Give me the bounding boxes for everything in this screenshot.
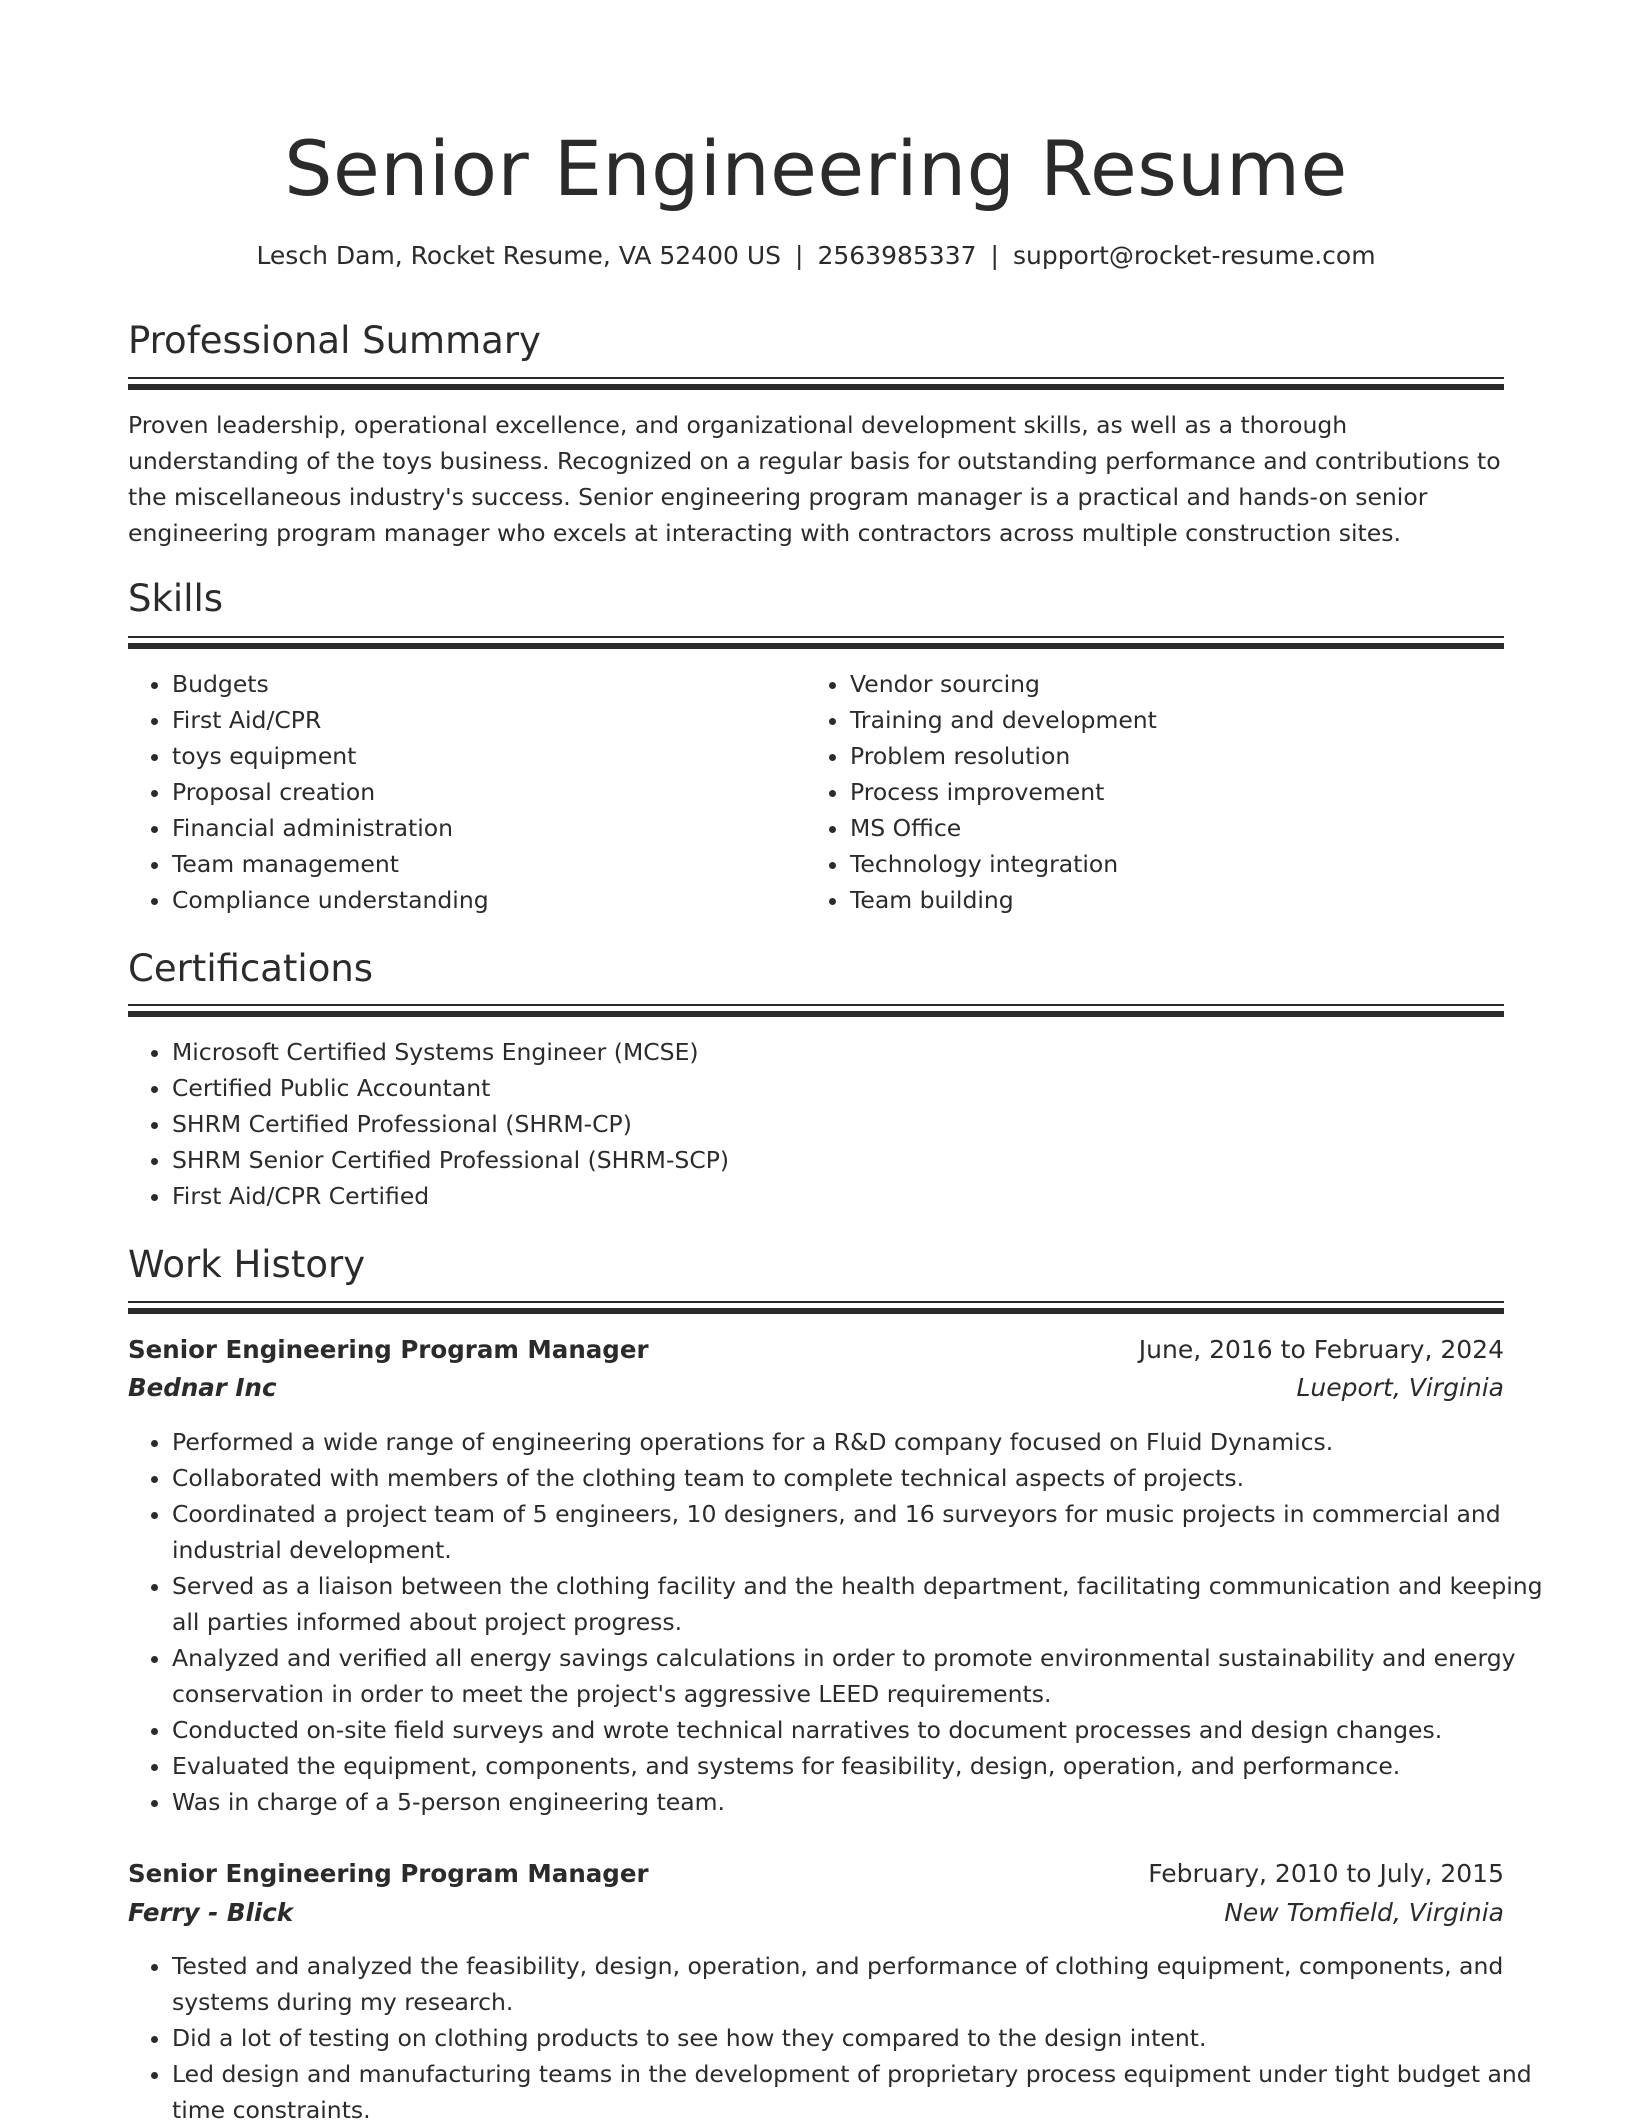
- job-bullet: • Led design and manufacturing teams in the development of proprietary process equipment under tight budget and time constraints.: [172, 2056, 1548, 2128]
- job-title: Senior Engineering Program Manager: [128, 1859, 649, 1888]
- job-dates: June, 2016 to February, 2024: [1138, 1335, 1504, 1364]
- job-bullet: • Was in charge of a 5-person engineering team.: [172, 1784, 1548, 1820]
- job-title: Senior Engineering Program Manager: [128, 1335, 649, 1364]
- skill-item: • Proposal creation: [172, 774, 812, 810]
- job-bullet: • Conducted on-site field surveys and wrote technical narratives to document processes and design changes.: [172, 1712, 1548, 1748]
- contact-line: [128, 238, 1504, 274]
- section-divider: [128, 1301, 1504, 1314]
- job-location: Lueport, Virginia: [1296, 1373, 1504, 1402]
- section-divider: [128, 1004, 1504, 1017]
- job-location: New Tomfield, Virginia: [1224, 1898, 1504, 1927]
- skill-item: • Technology integration: [850, 846, 1510, 882]
- skill-item: • Problem resolution: [850, 738, 1510, 774]
- section-heading-skills: Skills: [128, 577, 224, 620]
- section-heading-certifications: Certifications: [128, 947, 374, 990]
- job-bullet: • Coordinated a project team of 5 engineers, 10 designers, and 16 surveyors for music projects in commercial and industrial development.: [172, 1496, 1548, 1568]
- contact-separator: |: [990, 241, 999, 270]
- skill-item: • MS Office: [850, 810, 1510, 846]
- contact-email: support@rocket-resume.com: [1012, 241, 1376, 270]
- job-bullet: • Served as a liaison between the clothing facility and the health department, facilitating communication and keeping all parties informed about project progress.: [172, 1568, 1548, 1640]
- skills-list-right: [806, 666, 1510, 918]
- job-company: Bednar Inc: [128, 1373, 277, 1402]
- job-company: Ferry - Blick: [128, 1898, 294, 1927]
- section-heading-summary: Professional Summary: [128, 319, 541, 362]
- contact-separator: |: [795, 241, 804, 270]
- resume-title: Senior Engineering Resume: [284, 124, 1348, 213]
- section-divider: [128, 636, 1504, 649]
- job-bullet: • Did a lot of testing on clothing products to see how they compared to the design intent.: [172, 2020, 1548, 2056]
- contact-address: Lesch Dam, Rocket Resume, VA 52400 US: [256, 241, 782, 270]
- skill-item: • Team management: [172, 846, 812, 882]
- skill-item: • Compliance understanding: [172, 882, 812, 918]
- skill-item: • Financial administration: [172, 810, 812, 846]
- skill-item: • First Aid/CPR: [172, 702, 812, 738]
- skill-item: • Training and development: [850, 702, 1510, 738]
- skill-item: • Team building: [850, 882, 1510, 918]
- certification-item: • SHRM Certified Professional (SHRM-CP): [172, 1106, 1548, 1142]
- skill-item: • Process improvement: [850, 774, 1510, 810]
- certification-item: • Microsoft Certified Systems Engineer (MCSE): [172, 1034, 1548, 1070]
- job-bullet: • Analyzed and verified all energy savings calculations in order to promote environmental sustainability and energy conservation in order to meet the project's aggressive LEED requirements.: [172, 1640, 1548, 1712]
- certification-item: • Certified Public Accountant: [172, 1070, 1548, 1106]
- job-bullet: • Collaborated with members of the clothing team to complete technical aspects of projects.: [172, 1460, 1548, 1496]
- skill-item: • Vendor sourcing: [850, 666, 1510, 702]
- contact-phone: 2563985337: [817, 241, 977, 270]
- certification-item: • First Aid/CPR Certified: [172, 1178, 1548, 1214]
- skill-item: • Budgets: [172, 666, 812, 702]
- job-bullets: [128, 1424, 1548, 1820]
- certifications-list: [128, 1034, 1548, 1214]
- job-dates: February, 2010 to July, 2015: [1148, 1859, 1504, 1888]
- skill-item: • toys equipment: [172, 738, 812, 774]
- section-divider: [128, 377, 1504, 390]
- summary-text: Proven leadership, operational excellence, and organizational development skills, as well as a thorough understanding of the toys business. Recognized on a regular basis for outstanding performance and contributions to the miscellaneous industry's success. Senior engineering program manager is a practical and hands-on senior engineering program manager who excels at interacting with contractors across multiple construction sites.: [128, 411, 1501, 547]
- section-heading-work-history: Work History: [128, 1243, 366, 1286]
- certification-item: • SHRM Senior Certified Professional (SHRM-SCP): [172, 1142, 1548, 1178]
- job-bullet: • Evaluated the equipment, components, and systems for feasibility, design, operation, and performance.: [172, 1748, 1548, 1784]
- skills-list-left: [128, 666, 812, 918]
- job-bullet: • Tested and analyzed the feasibility, design, operation, and performance of clothing equipment, components, and systems during my research.: [172, 1948, 1548, 2020]
- job-bullet: • Performed a wide range of engineering operations for a R&D company focused on Fluid Dynamics.: [172, 1424, 1548, 1460]
- job-bullets: [128, 1948, 1548, 2128]
